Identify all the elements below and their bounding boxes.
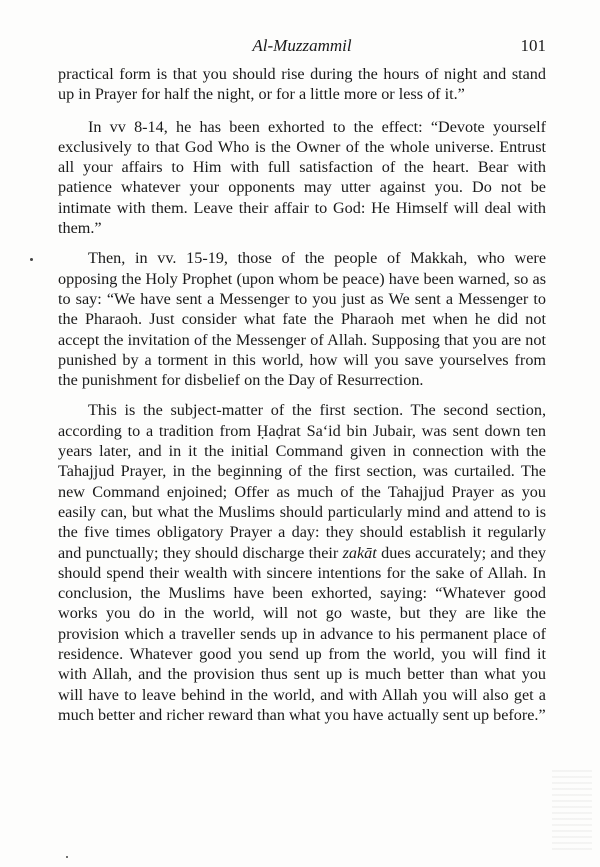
paragraph-3: Then, in vv. 15-19, those of the people of Makkah, who were opposing the Holy Prophet (upon whom be peace) have been warned, so as to say: “We have sent a Messenger to you just as We sent a Messenger to the Pharaoh. Just consider what fate the Pharaoh met when he did not accept the invitation of the Messenger of Allah. Supposing that you are not punished by a torment in this world, how will you save yourselves from the punishment for disbelief on the Day of Resurrection. bbox=[58, 249, 546, 390]
paragraph-4 bbox=[58, 400, 546, 725]
paragraph-4-text-before: This is the subject-matter of the first section. The second section, according to a tradition from Ḥaḍrat Sa‘id bin Jubair, was sent down ten years later, and in it the initial Command given in connection with the Tahajjud Prayer, in the beginning of the first section, was curtailed. The new Command enjoined; Offer as much of the Tahajjud Prayer as you easily can, but what the Muslims should particularly mind and attend to is the five times obligatory Prayer a day: they should establish it regularly and punctually; they should discharge their bbox=[58, 401, 546, 562]
italic-term: zakāt bbox=[342, 543, 377, 562]
page-number: 101 bbox=[520, 36, 546, 55]
running-title: Al-Muzzammil bbox=[252, 36, 352, 55]
page-header bbox=[58, 36, 546, 58]
scan-speck bbox=[66, 856, 68, 858]
scan-bleed-through bbox=[552, 770, 592, 850]
body-text bbox=[58, 64, 546, 735]
paragraph-1: practical form is that you should rise during the hours of night and stand up in Prayer for half the night, or for a little more or less of it.” bbox=[58, 65, 546, 104]
scan-speck bbox=[30, 258, 33, 261]
paragraph-4-text-after: dues accurately; and they should spend their wealth with sincere intentions for the sake of Allah. In conclusion, the Muslims have been exhorted, saying: “Whatever good works you do in the world, will not go waste, but they are like the provision which a traveller sends up in advance to his permanent place of residence. Whatever good you send up from the world, you will find it with Allah, and the provision thus sent up is much better than what you will have to leave behind in the world, and with Allah you will also get a much better and richer reward than what you have actually sent up before.” bbox=[58, 543, 546, 724]
paragraph-2: In vv 8-14, he has been exhorted to the effect: “Devote yourself exclusively to that God Who is the Owner of the whole universe. Entrust all your affairs to Him with full satisfaction of the heart. Bear with patience whatever your opponents may utter against you. Do not be intimate with them. Leave their affair to God: He Himself will deal with them.” bbox=[58, 117, 546, 238]
